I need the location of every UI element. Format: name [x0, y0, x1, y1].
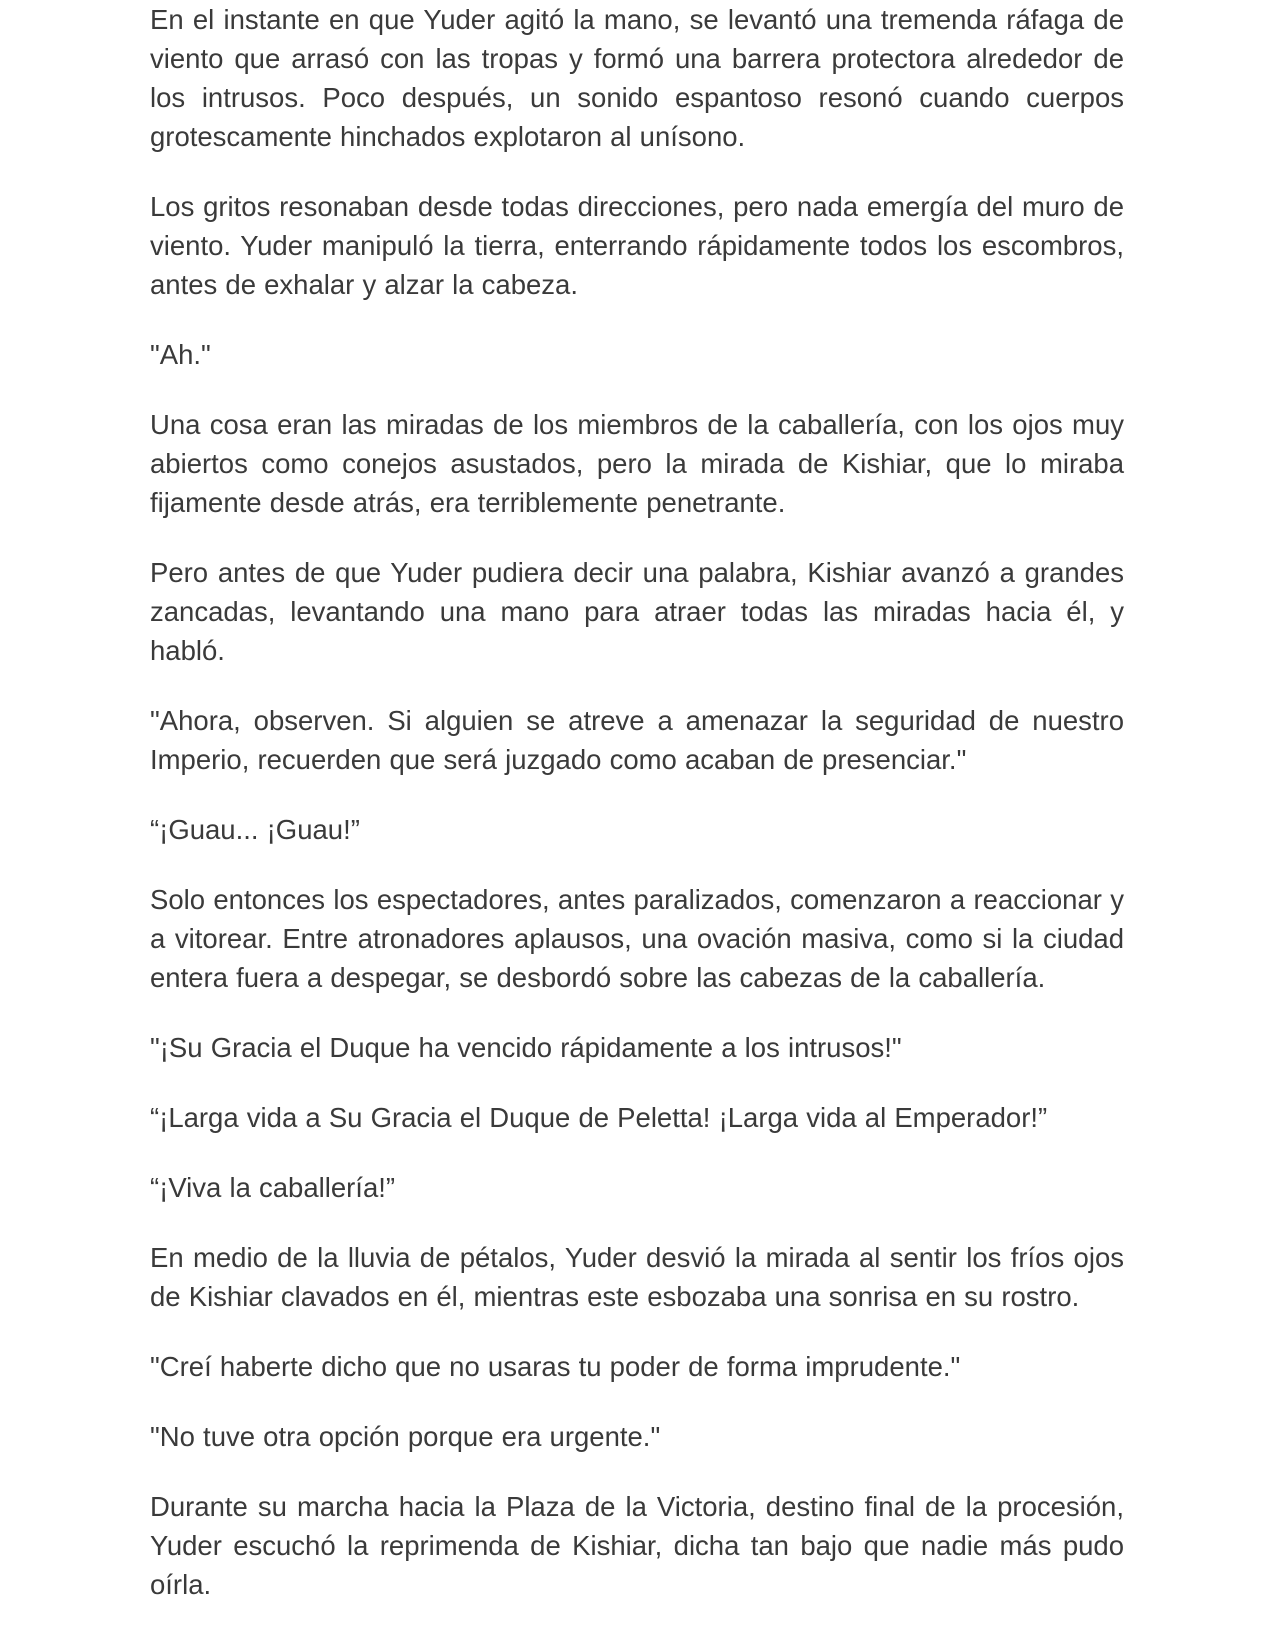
paragraph: Los gritos resonaban desde todas direcciones, pero nada emergía del muro de viento. Yuder manipuló la tierra, enterrando rápidamente todos los escombros, antes de exhalar y alzar la cabeza.	[150, 191, 1124, 300]
paragraph: “¡Guau... ¡Guau!”	[150, 814, 360, 845]
paragraph: Una cosa eran las miradas de los miembros de la caballería, con los ojos muy abiertos como conejos asustados, pero la mirada de Kishiar, que lo miraba fijamente desde atrás, era terriblemente penetrante.	[150, 409, 1124, 518]
paragraph: “¡Viva la caballería!”	[150, 1172, 396, 1203]
paragraph: "Ah."	[150, 339, 211, 370]
paragraph: En medio de la lluvia de pétalos, Yuder desvió la mirada al sentir los fríos ojos de Kishiar clavados en él, mientras este esbozaba una sonrisa en su rostro.	[150, 1242, 1124, 1312]
document-page	[150, 0, 1124, 1635]
paragraph: Solo entonces los espectadores, antes paralizados, comenzaron a reaccionar y a vitorear. Entre atronadores aplausos, una ovación masiva, como si la ciudad entera fuera a despegar, se desbordó sobre las cabezas de la caballería.	[150, 884, 1124, 993]
paragraph: Durante su marcha hacia la Plaza de la Victoria, destino final de la procesión, Yuder escuchó la reprimenda de Kishiar, dicha tan bajo que nadie más pudo oírla.	[150, 1491, 1124, 1600]
paragraph: En el instante en que Yuder agitó la mano, se levantó una tremenda ráfaga de viento que arrasó con las tropas y formó una barrera protectora alrededor de los intrusos. Poco después, un sonido espantoso resonó cuando cuerpos grotescamente hinchados explotaron al unísono.	[150, 4, 1124, 152]
paragraph: “¡Larga vida a Su Gracia el Duque de Peletta! ¡Larga vida al Emperador!”	[150, 1102, 1048, 1133]
paragraph: "¡Su Gracia el Duque ha vencido rápidamente a los intrusos!"	[150, 1032, 902, 1063]
paragraph: "Ahora, observen. Si alguien se atreve a amenazar la seguridad de nuestro Imperio, recuerden que será juzgado como acaban de presenciar."	[150, 705, 1124, 775]
paragraph: "No tuve otra opción porque era urgente."	[150, 1421, 661, 1452]
paragraph: Pero antes de que Yuder pudiera decir una palabra, Kishiar avanzó a grandes zancadas, levantando una mano para atraer todas las miradas hacia él, y habló.	[150, 557, 1124, 666]
paragraph: "Creí haberte dicho que no usaras tu poder de forma imprudente."	[150, 1351, 961, 1382]
